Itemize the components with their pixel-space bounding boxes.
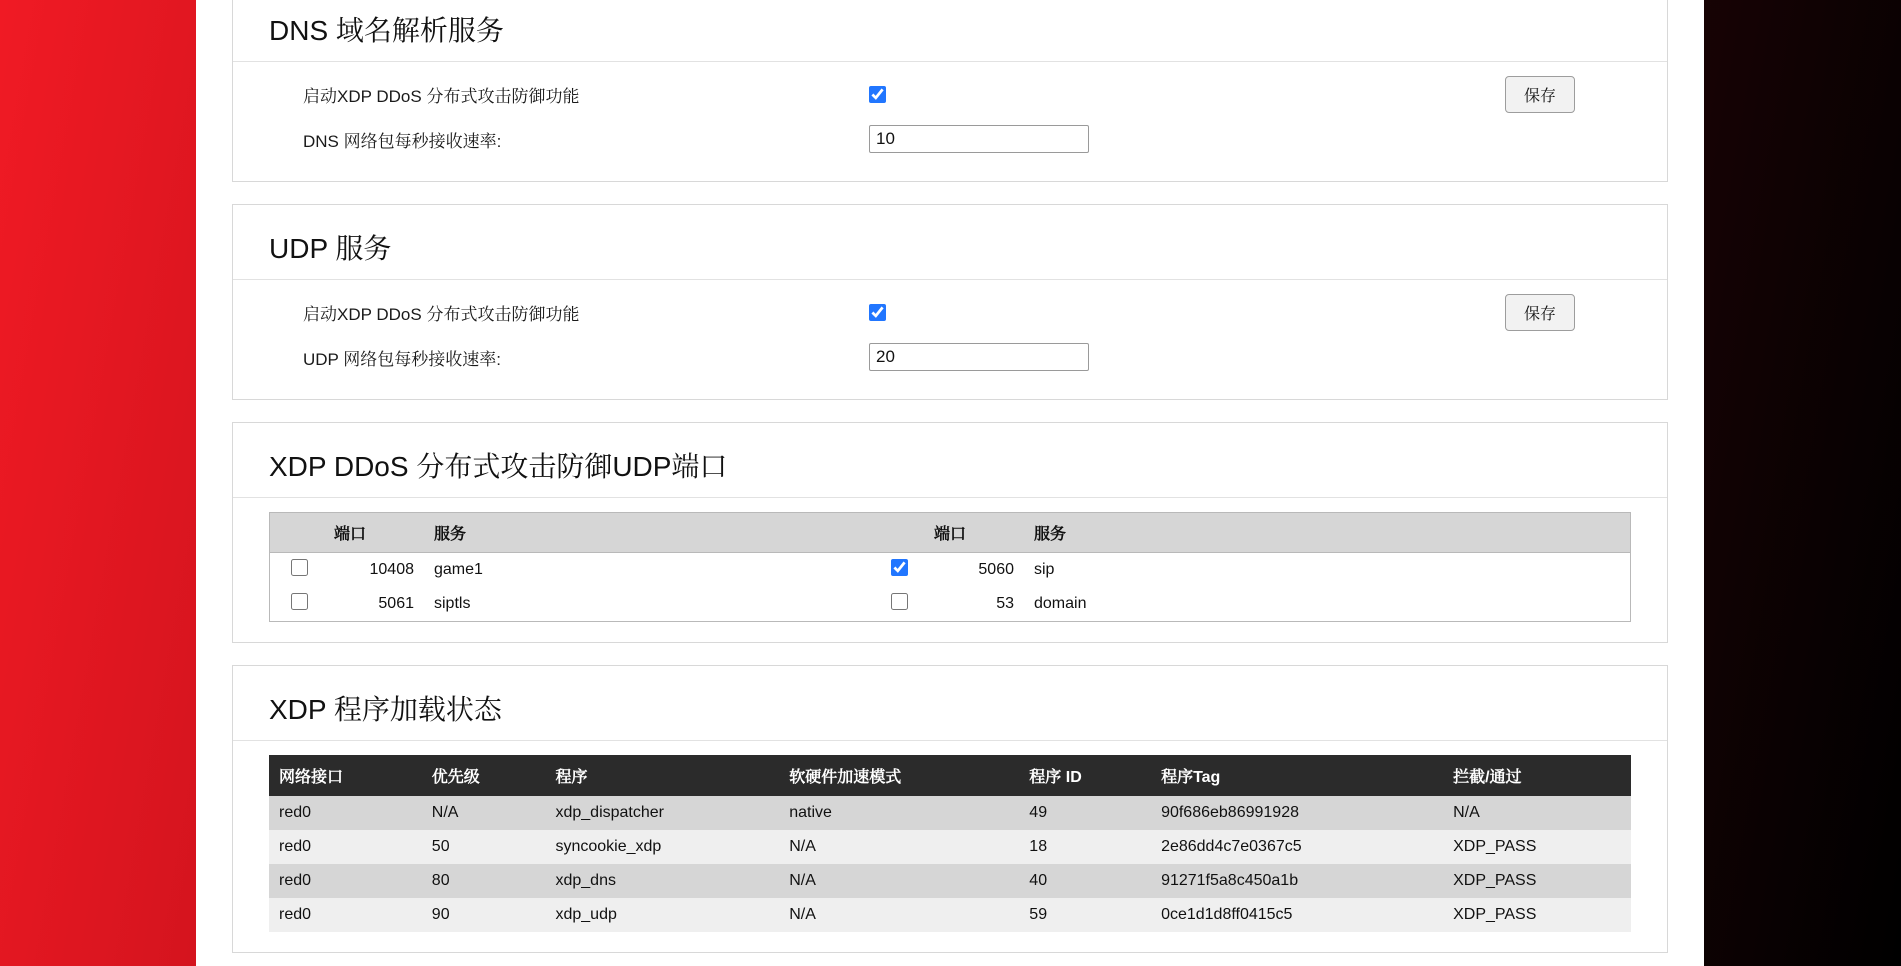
port-checkbox-sip[interactable] [891,559,908,576]
status-cell-progid: 18 [1029,838,1048,855]
status-cell-progid: 49 [1029,804,1048,821]
status-cell-verdict: XDP_PASS [1453,906,1537,923]
status-cell-program: xdp_dispatcher [555,804,664,821]
status-header-mode: 软硬件加速模式 [779,755,1019,796]
status-cell-interface: red0 [279,872,312,889]
udp-xdp-row [269,294,1631,331]
port-service-left: siptls [434,595,471,612]
status-header-tag: 程序Tag [1151,755,1443,796]
dns-xdp-checkbox[interactable] [869,86,886,103]
port-number-left: 10408 [369,561,414,578]
status-cell-mode: N/A [789,906,816,923]
table-row [269,830,1631,864]
status-cell-verdict: XDP_PASS [1453,838,1537,855]
status-cell-tag: 91271f5a8c450a1b [1161,872,1299,889]
status-cell-priority: 90 [431,906,450,923]
dns-rate-label: DNS 网络包每秒接收速率: [303,131,502,151]
xdp-status-panel [232,665,1668,953]
udp-save-button[interactable]: 保存 [1505,294,1575,331]
udp-panel-title: UDP 服务 [233,205,1667,280]
status-cell-mode: N/A [789,872,816,889]
port-checkbox-domain[interactable] [891,593,908,610]
status-header-program: 程序 [545,755,779,796]
port-header-port-left: 端口 [328,513,428,553]
port-number-right: 5060 [978,561,1014,578]
status-cell-mode: N/A [789,838,816,855]
port-header-service-right: 服务 [1028,513,1631,553]
dns-service-panel [232,0,1668,182]
table-row [270,553,1631,588]
port-service-left: game1 [434,561,483,578]
status-cell-mode: native [789,804,832,821]
udp-rate-input[interactable] [869,343,1089,371]
status-cell-tag: 2e86dd4c7e0367c5 [1161,838,1302,855]
xdp-status-table [269,755,1631,932]
port-number-left: 5061 [378,595,414,612]
status-cell-interface: red0 [279,838,312,855]
status-header-verdict: 拦截/通过 [1443,755,1631,796]
status-cell-program: xdp_dns [555,872,616,889]
status-cell-verdict: N/A [1453,804,1480,821]
port-header-service-left: 服务 [428,513,870,553]
port-header-check-right [870,513,928,553]
port-service-right: domain [1034,595,1087,612]
status-header-priority: 优先级 [422,755,546,796]
dns-rate-row [269,121,1631,157]
status-header-interface: 网络接口 [269,755,422,796]
status-cell-tag: 0ce1d1d8ff0415c5 [1161,906,1293,923]
port-header-port-right: 端口 [928,513,1028,553]
status-cell-verdict: XDP_PASS [1453,872,1537,889]
port-header-check-left [270,513,329,553]
udp-rate-row [269,339,1631,375]
status-cell-interface: red0 [279,906,312,923]
port-panel-title: XDP DDoS 分布式攻击防御UDP端口 [233,423,1667,498]
status-cell-priority: N/A [431,804,459,821]
udp-rate-label: UDP 网络包每秒接收速率: [303,349,502,369]
status-cell-tag: 90f686eb86991928 [1161,804,1299,821]
status-cell-priority: 50 [431,838,450,855]
port-checkbox-siptls[interactable] [291,593,308,610]
table-row [269,898,1631,932]
status-header-progid: 程序 ID [1019,755,1151,796]
dns-save-button[interactable]: 保存 [1505,76,1575,113]
dns-panel-title: DNS 域名解析服务 [233,0,1667,62]
dns-xdp-label: 启动XDP DDoS 分布式攻击防御功能 [303,87,580,106]
page-content [196,0,1704,966]
port-table-header-row [270,513,1631,553]
port-service-right: sip [1034,561,1055,578]
port-number-right: 53 [996,595,1014,612]
status-cell-progid: 40 [1029,872,1048,889]
table-row [270,587,1631,622]
table-row [269,864,1631,898]
status-cell-program: xdp_udp [555,906,617,923]
status-cell-progid: 59 [1029,906,1048,923]
status-cell-program: syncookie_xdp [555,838,662,855]
status-cell-priority: 80 [431,872,450,889]
dns-rate-input[interactable] [869,125,1089,153]
status-table-header-row [269,755,1631,796]
udp-port-table [269,512,1631,622]
udp-xdp-checkbox[interactable] [869,304,886,321]
table-row [269,796,1631,830]
status-cell-interface: red0 [279,804,312,821]
udp-port-panel [232,422,1668,643]
status-panel-title: XDP 程序加载状态 [233,666,1667,741]
port-checkbox-game1[interactable] [291,559,308,576]
udp-service-panel [232,204,1668,400]
dns-xdp-row [269,76,1631,113]
udp-xdp-label: 启动XDP DDoS 分布式攻击防御功能 [303,305,580,324]
